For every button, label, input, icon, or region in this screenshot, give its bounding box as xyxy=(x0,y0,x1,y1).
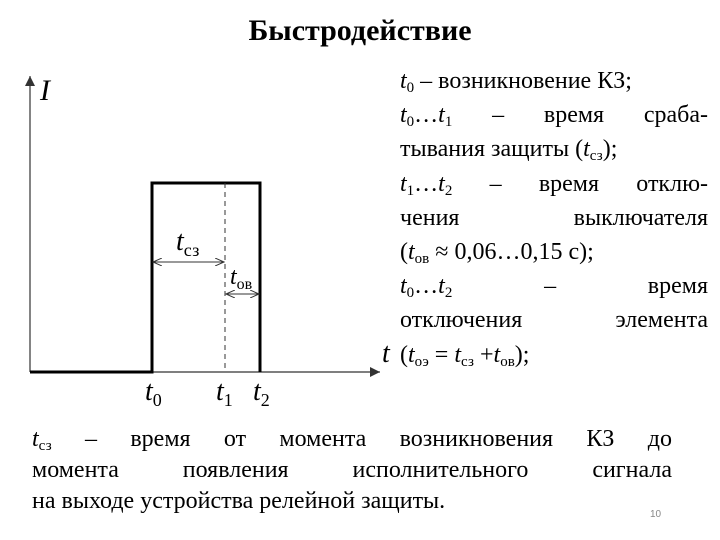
paragraph-line-3: на выходе устройства релейной защиты. xyxy=(32,488,446,514)
slide-number: 10 xyxy=(650,509,662,520)
slide-title: Быстродействие xyxy=(248,14,472,47)
paragraph-line-1: $t_{сз}$ – время от момента возникновения КЗ до xyxy=(32,426,672,454)
definition-t1-t2-cont: чения выключателя xyxy=(400,204,708,231)
y-axis-label: I xyxy=(40,74,50,107)
t-cz-definition-paragraph xyxy=(32,424,672,517)
definitions-text xyxy=(400,64,708,372)
label-t0: $t_0$ xyxy=(145,376,162,410)
label-t-ov: $t_{ов}$ xyxy=(230,264,253,293)
definition-t0-t1: $t_0\dots t_1$ – время сраба- xyxy=(400,102,708,131)
label-t2: $t_2$ xyxy=(253,376,270,410)
definition-t0-t1-cont: тывания защиты $(t_{сз})$; xyxy=(400,136,618,165)
definition-t-ov: ($t_{ов}$ ≈ 0,06…0,15 с); xyxy=(400,239,594,268)
definition-t0-t2-cont: отключения элемента xyxy=(400,307,708,334)
label-t-cz: $t_{сз}$ xyxy=(176,226,200,260)
paragraph-line-2: момента появления исполнительного сигнала xyxy=(32,457,672,483)
definition-t1-t2: $t_1\dots t_2$ – время отклю- xyxy=(400,170,708,199)
definition-t0-t2: $t_0\dots t_2$ – время xyxy=(400,273,708,302)
x-axis-label: t xyxy=(382,338,390,369)
definition-t-oe: $(t_{оэ} = t_{сз} +t_{ов})$; xyxy=(400,341,530,370)
definition-t0: $t_0$ – возникновение КЗ; xyxy=(400,68,632,96)
label-t1: $t_1$ xyxy=(216,376,233,410)
